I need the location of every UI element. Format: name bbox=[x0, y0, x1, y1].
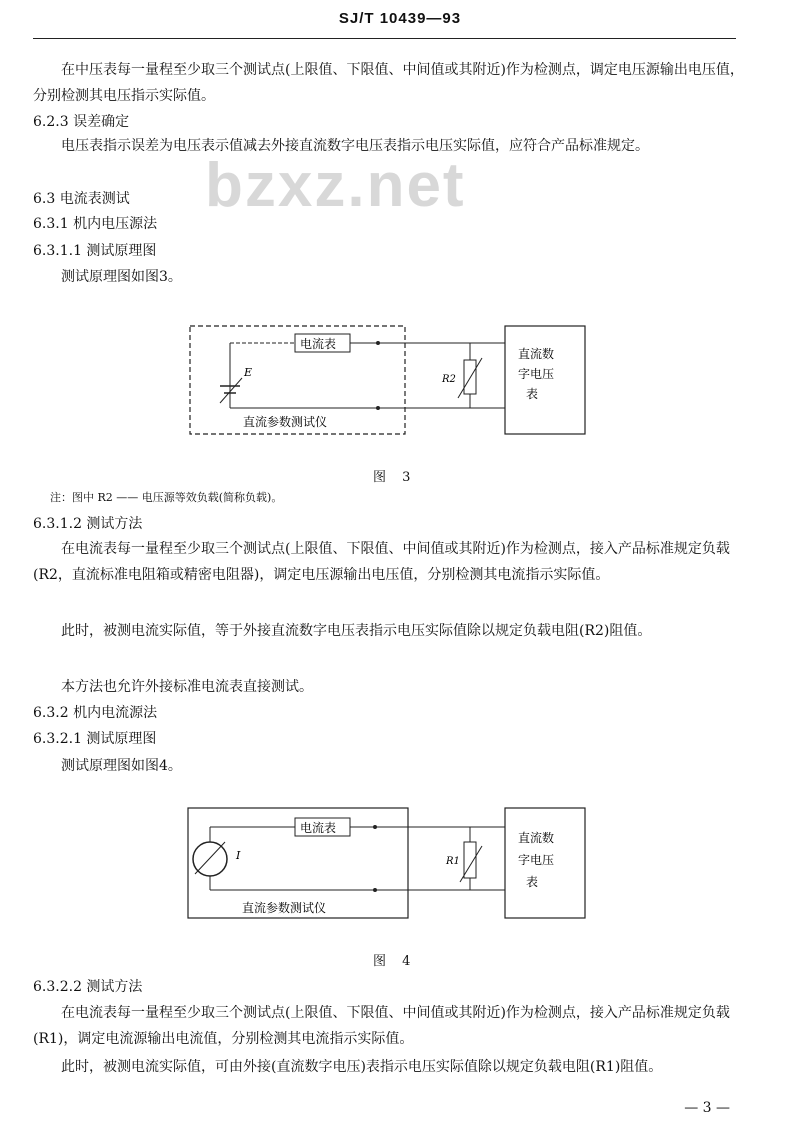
paragraph-error-determination: 电压表指示误差为电压表示值减去外接直流数字电压表指示电压实际值，应符合产品标准规定。 bbox=[61, 138, 649, 154]
paragraph-voltage-test-points: 在中压表每一量程至少取三个测试点(上限值、下限值、中间值或其附近)作为检测点，调定电压源输出电压值，分别检测其电压指示实际值。 bbox=[33, 62, 744, 104]
section-6-3: 6.3 电流表测试 bbox=[33, 191, 130, 207]
figure-4-caption: 图 4 bbox=[373, 954, 417, 969]
watermark: bzxz.net bbox=[205, 151, 466, 220]
fig4-load-label: R1 bbox=[446, 856, 460, 867]
fig3-load-label: R2 bbox=[442, 374, 456, 385]
fig3-dvm-label-3: 表 bbox=[526, 387, 539, 401]
figure-3-note: 注：图中 R2 —— 电压源等效负载(简称负载)。 bbox=[50, 491, 283, 504]
section-6-3-2: 6.3.2 机内电流源法 bbox=[33, 705, 158, 721]
fig4-dvm-label-2: 字电压 bbox=[518, 853, 555, 867]
fig4-dvm-label-3: 表 bbox=[526, 875, 539, 889]
paragraph-current-source-method: 在电流表每一量程至少取三个测试点(上限值、下限值、中间值或其附近)作为检测点，接入产品标准规定负载(R1)，调定电流源输出电流值，分别检测其电流指示实际值。 bbox=[33, 1005, 730, 1047]
header-rule bbox=[33, 38, 736, 39]
section-6-3-2-1: 6.3.2.1 测试原理图 bbox=[33, 731, 157, 747]
paragraph-figure4-ref: 测试原理图如图4。 bbox=[61, 758, 182, 774]
standard-code-header: SJ/T 10439—93 bbox=[338, 10, 462, 27]
fig3-source-label: E bbox=[244, 366, 253, 379]
fig4-dvm-label-1: 直流数 bbox=[518, 831, 555, 845]
fig3-instrument-label: 直流参数测试仪 bbox=[243, 415, 328, 429]
section-6-3-2-2: 6.3.2.2 测试方法 bbox=[33, 979, 143, 995]
section-6-3-1-1: 6.3.1.1 测试原理图 bbox=[33, 243, 157, 259]
section-6-3-1: 6.3.1 机内电压源法 bbox=[33, 216, 158, 232]
fig3-dvm-label-1: 直流数 bbox=[518, 347, 555, 361]
figure-4-diagram bbox=[180, 802, 600, 927]
section-6-3-1-2: 6.3.1.2 测试方法 bbox=[33, 516, 143, 532]
paragraph-current-test-method: 在电流表每一量程至少取三个测试点(上限值、下限值、中间值或其附近)作为检测点，接入产品标准规定负载(R2，直流标准电阻箱或精密电阻器)，调定电压源输出电压值，分别检测其电流指示实际值。 bbox=[33, 541, 730, 583]
fig4-instrument-label: 直流参数测试仪 bbox=[242, 901, 327, 915]
paragraph-current-source-calc: 此时，被测电流实际值，可由外接(直流数字电压)表指示电压实际值除以规定负载电阻(R1)阻值。 bbox=[61, 1059, 663, 1075]
figure-3-caption: 图 3 bbox=[373, 470, 417, 485]
paragraph-figure3-ref: 测试原理图如图3。 bbox=[61, 269, 182, 285]
fig4-ammeter-label: 电流表 bbox=[300, 821, 337, 835]
paragraph-alt-method: 本方法也允许外接标准电流表直接测试。 bbox=[61, 679, 313, 695]
section-6-2-3: 6.2.3 误差确定 bbox=[33, 114, 130, 130]
fig3-dvm-label-2: 字电压 bbox=[518, 367, 555, 381]
page-number: — 3 — bbox=[684, 1100, 730, 1116]
fig4-source-label: I bbox=[236, 849, 241, 862]
figure-3-diagram bbox=[180, 318, 600, 443]
paragraph-current-calc: 此时，被测电流实际值，等于外接直流数字电压表指示电压实际值除以规定负载电阻(R2)阻值。 bbox=[61, 623, 652, 639]
fig3-ammeter-label: 电流表 bbox=[300, 337, 337, 351]
